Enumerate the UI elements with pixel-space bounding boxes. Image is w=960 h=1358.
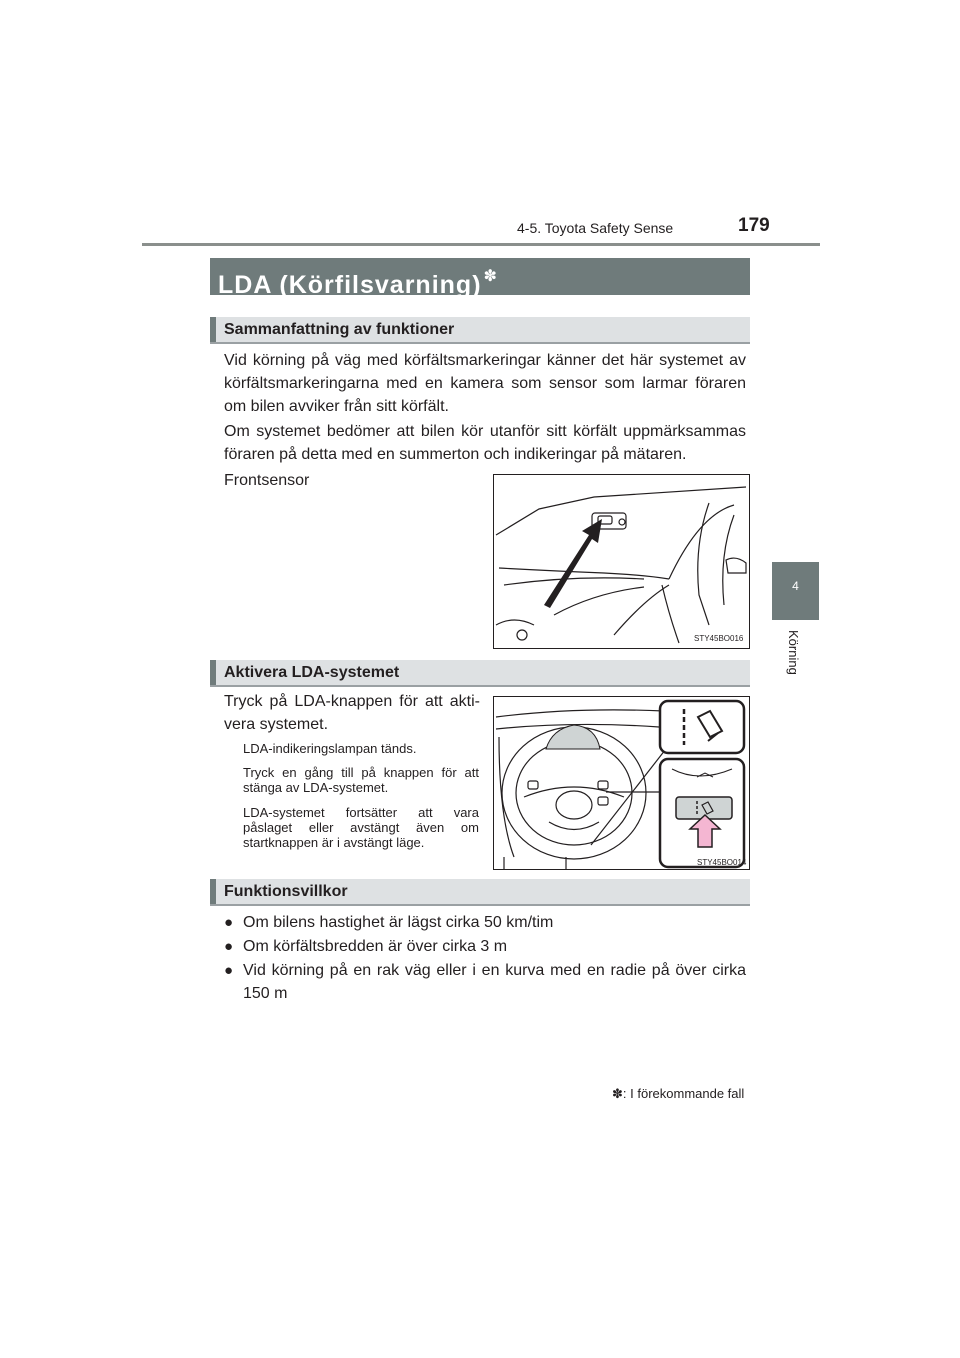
figure-code-lda-button: STY45BO014 [697,858,747,867]
header-divider [142,243,820,246]
activate-paragraph: Tryck på LDA-knappen för att akti-vera systemet. [224,693,480,733]
condition-text: Om bilens hastighet är lägst cirka 50 km/tim [243,914,554,931]
footnote-mark: ✽ [612,1086,623,1101]
summary-paragraph-1: Vid körning på väg med körfältsmarkeringar känner det här systemet av körfältsmarkeringarna med en kamera som sensor som larmar föraren om bilen avviker från sitt körfält. [224,352,746,415]
title-asterisk-mark: ✽ [483,268,498,285]
summary-paragraph-2: Om systemet bedömer att bilen kör utanför sitt körfält uppmärksammas föraren på detta med en summerton och indikeringar på mätaren. [224,423,746,463]
front-sensor-figure [493,474,750,649]
condition-text: Om körfältsbredden är över cirka 3 m [243,938,508,955]
condition-item [224,959,746,1005]
lda-button-figure [493,696,750,870]
chapter-tab-number: 4 [792,579,799,593]
section-header-conditions [210,879,750,906]
condition-item [224,911,746,934]
activate-note-1: LDA-indikeringslampan tänds. [243,741,417,756]
footnote-text: : I förekommande fall [622,1086,745,1101]
section-header-activate [210,660,750,687]
figure-code-front-sensor: STY45BO016 [694,634,744,643]
bullet-dot: ● [224,938,234,955]
condition-text: Vid körning på en rak väg eller i en kurva med en radie på över cirka 150 m [243,962,746,1002]
bullet-dot: ● [224,914,234,931]
page-title-bar [210,258,750,299]
activate-note-3: LDA-systemet fortsätter att vara påslaget eller avstängt även om startknappen är i avstängt läge. [243,805,479,850]
section-header-summary [210,317,750,344]
section-heading-summary: Sammanfattning av funktioner [224,321,455,338]
section-heading-conditions: Funktionsvillkor [224,883,348,900]
section-heading-activate: Aktivera LDA-systemet [224,664,400,681]
footnote [612,1086,744,1102]
chapter-tab-label: Körning [786,630,801,675]
windshield-illustration [494,475,749,648]
page-number: 179 [738,215,770,236]
activate-note-2: Tryck en gång till på knappen för att stänga av LDA-systemet. [243,765,479,795]
page-title: LDA (Körfilsvarning) [218,271,482,299]
running-header-section: 4-5. Toyota Safety Sense [517,220,674,236]
steering-wheel-illustration [494,697,749,869]
front-sensor-label: Frontsensor [224,472,310,489]
condition-item [224,935,746,958]
bullet-dot: ● [224,962,234,979]
chapter-tab [772,562,819,620]
